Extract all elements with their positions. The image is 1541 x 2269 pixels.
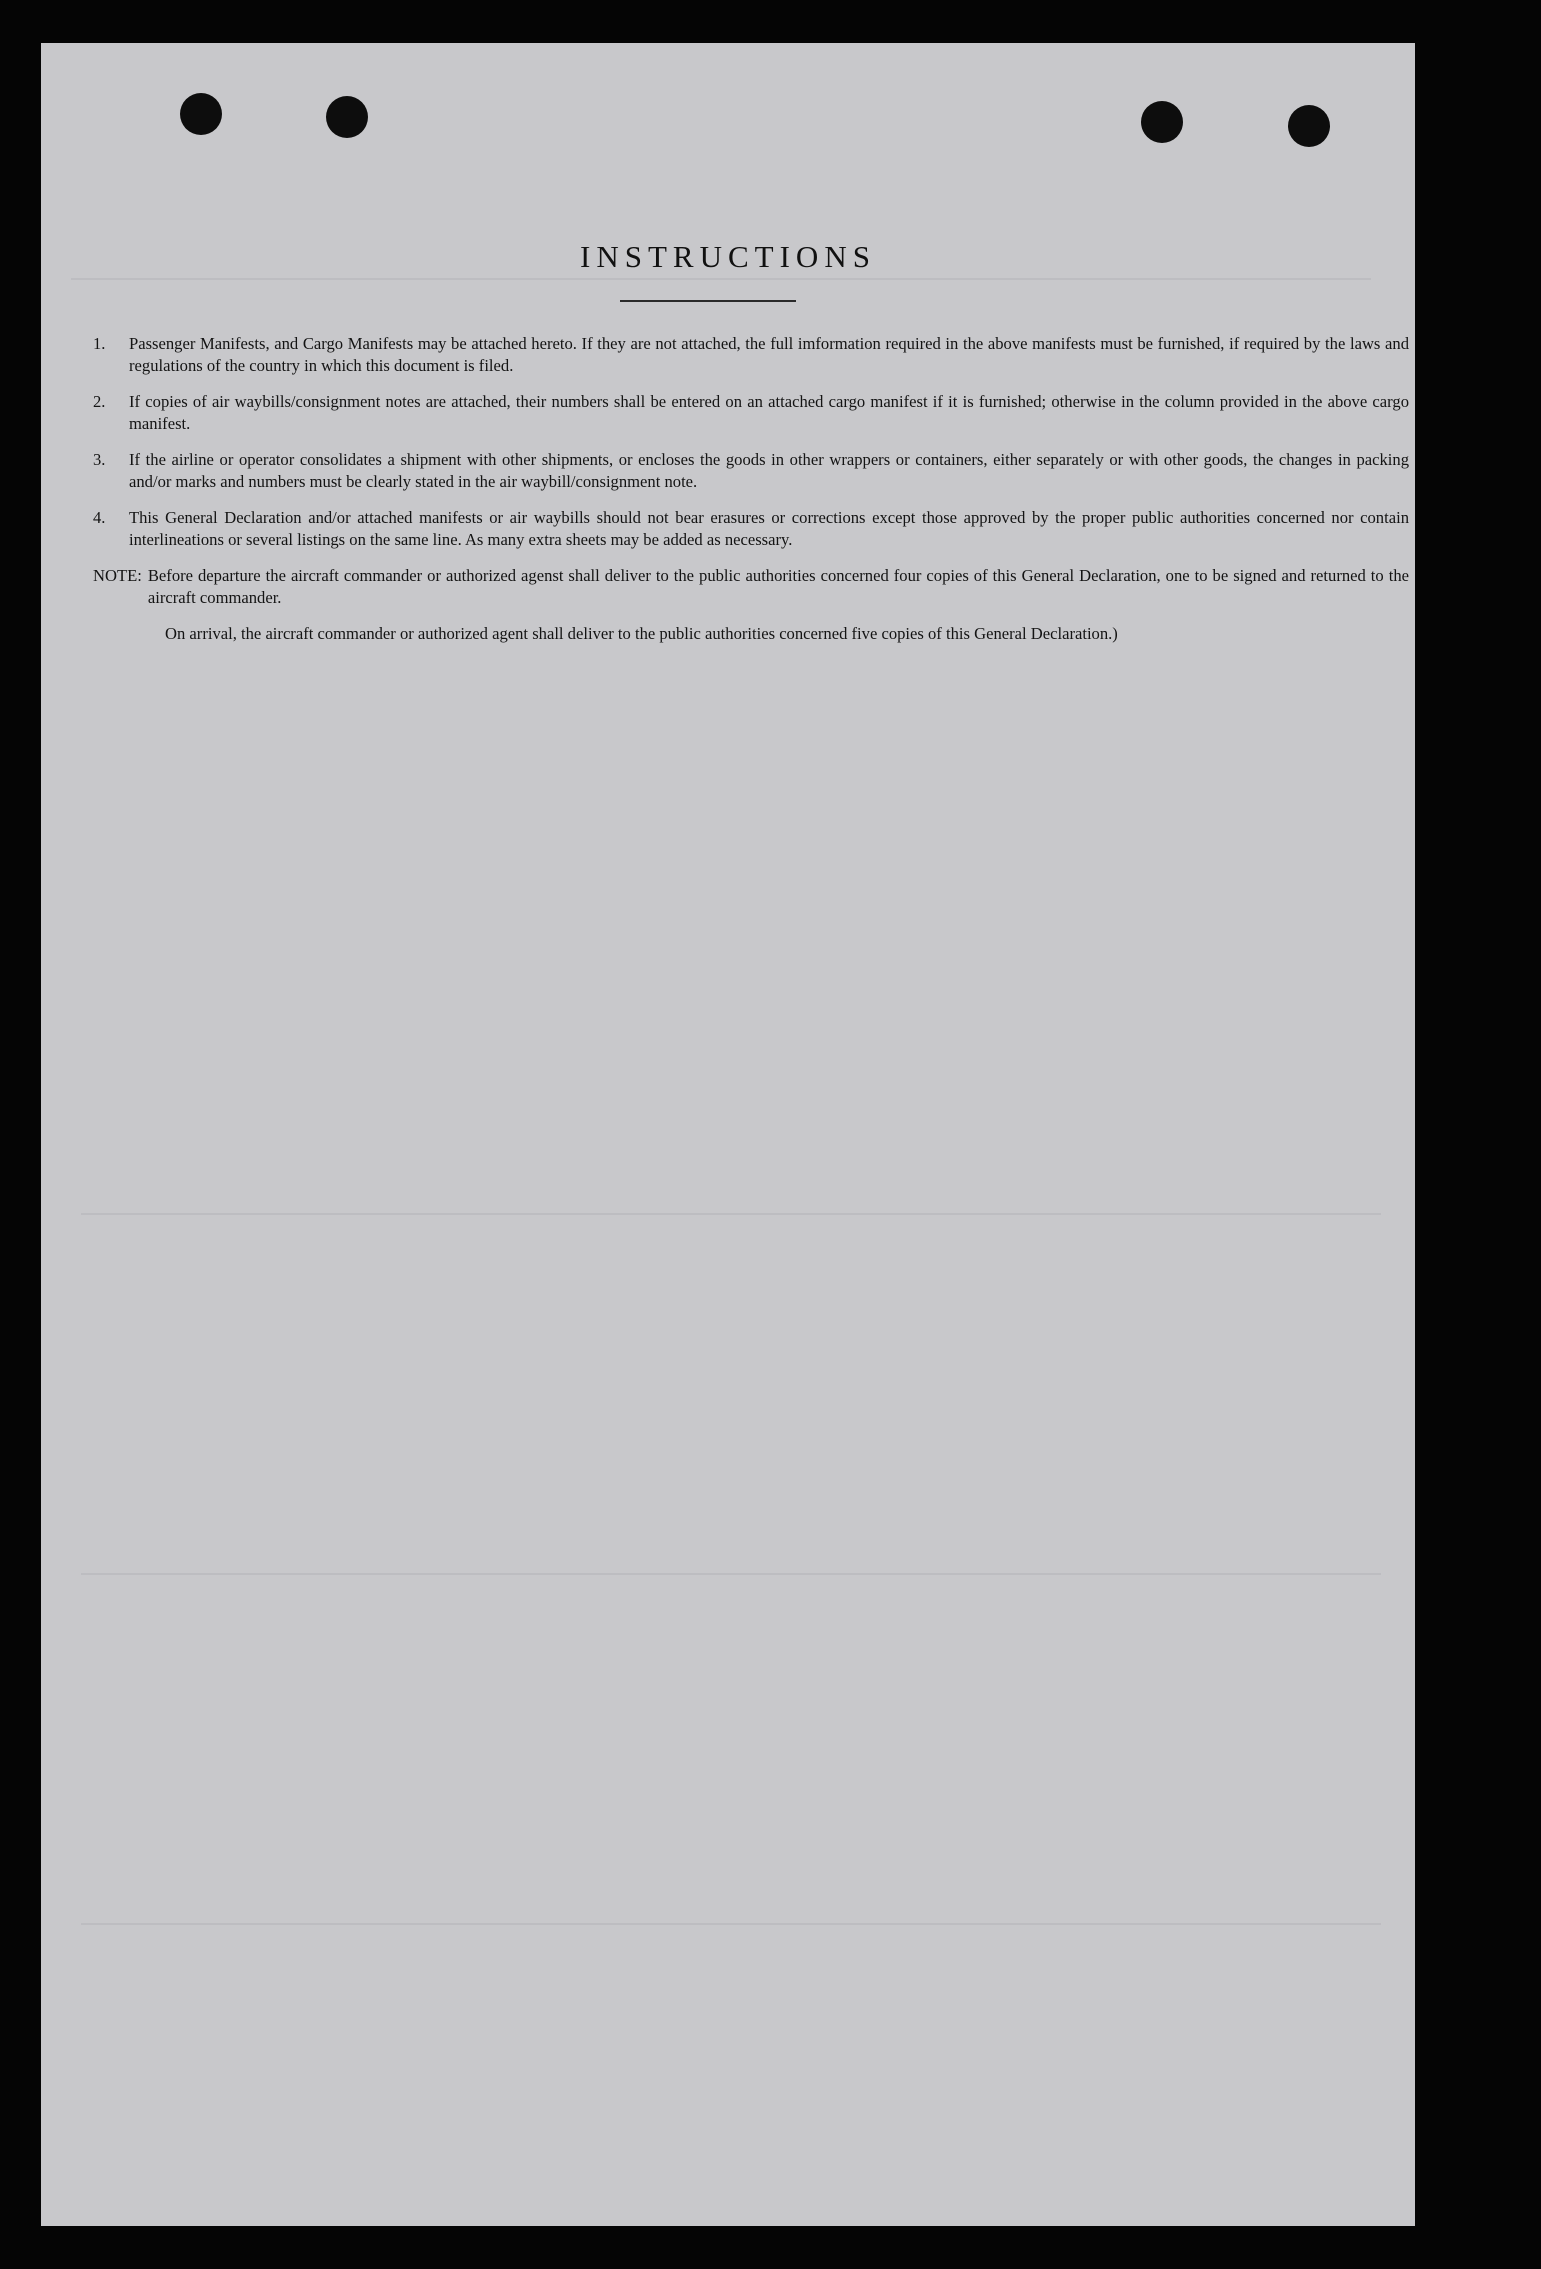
item-text: If copies of air waybills/consignment notes are attached, their numbers shall be entered on an attached cargo manifest if it is furnished; otherwise in the column provided in the above cargo manifest. — [129, 392, 1409, 433]
bleed-through-line — [81, 1923, 1381, 1925]
instruction-item — [93, 333, 1409, 377]
punch-hole — [1141, 101, 1183, 143]
item-number: 2. — [93, 392, 106, 411]
punch-hole — [1288, 105, 1330, 147]
note-paragraph: Before departure the aircraft commander or authorized agenst shall deliver to the public authorities concerned four copies of this General Declaration, one to be signed and returned to the aircraft commander. — [147, 566, 1409, 607]
note-label: NOTE: — [93, 566, 142, 585]
instruction-item — [93, 449, 1409, 493]
item-text: Passenger Manifests, and Cargo Manifests may be attached hereto. If they are not attached, the full imformation required in the above manifests must be furnished, if required by the laws and regulations of the country in which this document is filed. — [129, 334, 1409, 375]
item-number: 3. — [93, 450, 106, 469]
item-number: 4. — [93, 508, 106, 527]
instruction-item — [93, 507, 1409, 551]
item-text: This General Declaration and/or attached manifests or air waybills should not bear erasures or corrections except those approved by the proper public authorities concerned nor contain interlineations or several listings on the same line. As many extra sheets may be added as necessary. — [129, 508, 1409, 549]
item-number: 1. — [93, 334, 106, 353]
page-title: INSTRUCTIONS — [580, 239, 876, 274]
punch-hole — [326, 96, 368, 138]
document-page — [41, 43, 1415, 2226]
note-block — [93, 565, 1409, 625]
note-paragraph: On arrival, the aircraft commander or authorized agent shall deliver to the public authorities concerned five copies of this General Declaration.) — [165, 624, 1118, 643]
instructions-list — [93, 333, 1409, 645]
bleed-through-line — [81, 1213, 1381, 1215]
title-underline — [620, 300, 796, 302]
punch-hole — [180, 93, 222, 135]
instruction-item — [93, 391, 1409, 435]
item-text: If the airline or operator consolidates a shipment with other shipments, or encloses the goods in other wrappers or containers, either separately or with other goods, the changes in packing and/or marks and numbers must be clearly stated in the air waybill/consignment note. — [129, 450, 1409, 491]
bleed-through-line — [71, 278, 1371, 280]
bleed-through-line — [81, 1573, 1381, 1575]
